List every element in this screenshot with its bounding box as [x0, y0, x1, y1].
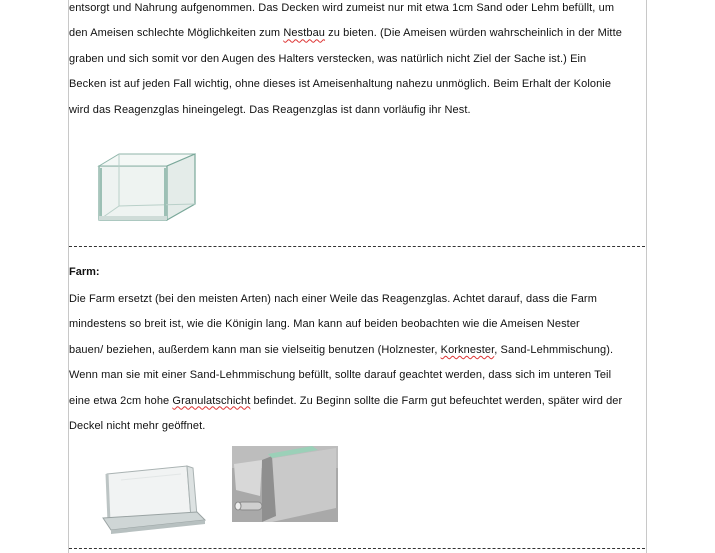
paragraph-farm	[69, 287, 649, 439]
text-line: bauen/ beziehen, außerdem kann man sie vielseitig benutzen (Holznester, Korknester, Sand-Lehmmischung).	[69, 343, 614, 356]
text-line: wird das Reagenzglas hineingelegt. Das Reagenzglas ist dann vorläufig ihr Nest.	[69, 103, 471, 116]
section-heading-farm: Farm:	[69, 266, 100, 278]
text-line: mindestens so breit ist, wie die Königin lang. Man kann auf beiden beobachten wie die Ameisen Nester	[69, 318, 580, 331]
text-line: Deckel nicht mehr geöffnet.	[69, 420, 206, 433]
text-line: entsorgt und Nahrung aufgenommen. Das Decken wird zumeist nur mit etwa 1cm Sand oder Lehm befüllt, um	[69, 2, 615, 14]
text-line: Die Farm ersetzt (bei den meisten Arten) nach einer Weile das Reagenzglas. Achtet darauf, dass die Farm	[69, 293, 597, 305]
glass-tank-image	[95, 150, 199, 229]
text-line: Becken ist auf jeden Fall wichtig, ohne dieses ist Ameisenhaltung nahezu unmöglich. Beim Erhalt der Kolonie	[69, 78, 612, 91]
ant-farm-image	[101, 458, 207, 541]
text-line: eine etwa 2cm hohe Granulatschicht befindet. Zu Beginn sollte die Farm gut befeuchtet werden, später wird der	[69, 394, 623, 407]
text-line: den Ameisen schlechte Möglichkeiten zum Nestbau zu bieten. (Die Ameisen würden wahrscheinlich in der Mitte	[69, 27, 622, 40]
spellcheck-word[interactable]: Nestbau	[283, 27, 326, 40]
text-line: Wenn man sie mit einer Sand-Lehmmischung befüllt, sollte darauf geachtet werden, dass sich im unteren Teil	[69, 369, 612, 382]
spellcheck-word[interactable]: Granulatschicht	[172, 394, 251, 407]
section-divider	[69, 246, 645, 247]
ant-farm-detail-image	[232, 446, 338, 527]
section-divider	[69, 548, 645, 549]
text-line: graben und sich somit vor den Augen des Halters verstecken, was natürlich nicht Ziel der Sache ist.) Ein	[69, 52, 587, 65]
paragraph-becken	[69, 0, 649, 123]
spellcheck-word[interactable]: Korknester	[440, 343, 495, 356]
